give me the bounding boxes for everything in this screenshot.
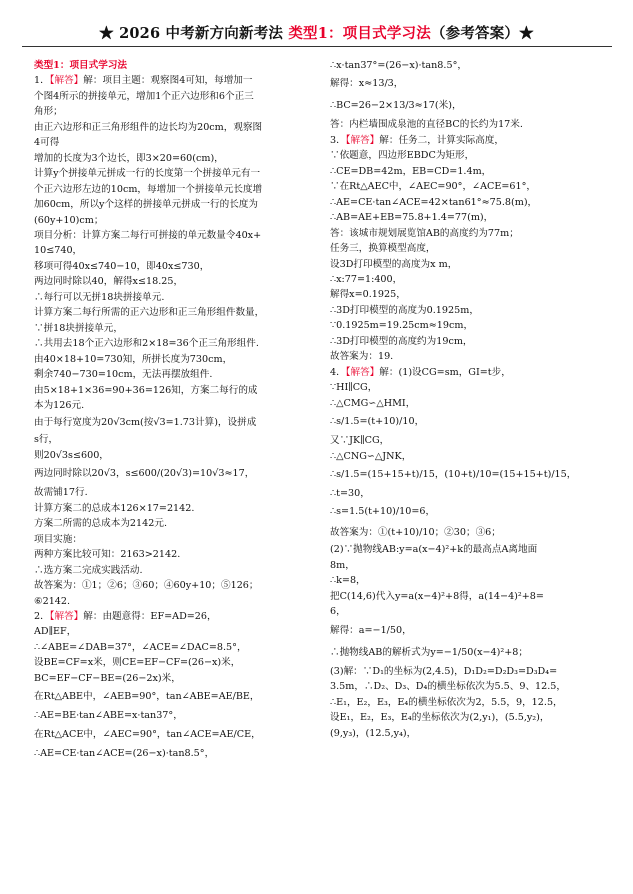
left-text-line: ∴选方案二完成实践活动. (34, 564, 143, 576)
answer-tag: 【解答】 (345, 134, 380, 146)
right-text-line: ∴AB=AE+EB=75.8+1.4=77(m)， (330, 212, 494, 224)
left-text-line: 在Rt△ACE中，∠AEC=90°，tan∠ACE=AE/CE， (34, 728, 261, 740)
left-text-line: 移项可得40x≤740−10，即40x≤730， (34, 260, 210, 272)
left-text-line: 由于每行宽度为20√3cm(按√3=1.73计算)，设拼成 (34, 417, 257, 429)
right-text-line: 4．【解答】解：(1)设CG=sm，GI=t步， (330, 366, 511, 378)
answer-tag: 【解答】 (49, 75, 84, 87)
right-text-line: 3．【解答】解：任务二，计算实际高度， (330, 134, 504, 146)
right-text-line: ∴t=30， (330, 487, 370, 499)
left-text-line: 则20√3s≤600， (34, 449, 109, 461)
right-text-line: ∴△CNG∽△JNK， (330, 450, 412, 462)
right-text-line: ∴BC=26−2×13/3≈17(米)， (330, 100, 462, 112)
right-text-line: 答：该城市规划展览馆AB的高度约为77m； (330, 227, 519, 239)
header-suffix: （参考答案）★ (430, 25, 534, 42)
left-text-line: 增加的长度为3个边长，即3×20=60(cm)， (34, 152, 224, 164)
right-column (330, 58, 608, 741)
left-text-line: 故需铺17行. (34, 487, 88, 499)
left-text-line: 在Rt△ABE中，∠AEB=90°，tan∠ABE=AE/BE， (34, 691, 260, 703)
left-text-line: 计算方案二每行所需的正六边形和正三角形组件数量， (34, 307, 265, 319)
right-text-line: ∴s/1.5=(15+15+t)/15，(10+t)/10=(15+15+t)/15， (330, 468, 577, 480)
answer-tag: 【解答】 (345, 366, 380, 378)
left-text-line: 1．【解答】解：项目主题：观察图4可知，每增加一 (34, 75, 253, 87)
right-text-line: ∴x·tan37°=(26−x)·tan8.5°， (330, 60, 467, 71)
right-text-line: (2)∵抛物线AB:y=a(x−4)²+k的最高点A离地面 (330, 544, 538, 556)
right-text-line: ∵在Rt△AEC中，∠AEC=90°，∠ACE=61°， (330, 181, 536, 193)
left-text-line: 角形； (34, 106, 63, 118)
right-text-line: 答：内栏墙围成泉池的直径BC的长约为17米. (330, 119, 523, 131)
left-text-line: 加60cm，所以y个这样的拼接单元拼成一行的长度为 (34, 199, 258, 211)
left-text-line: 个图4所示的拼接单元，增加1个正六边形和6个正三 (34, 90, 254, 102)
right-text-line: 8m， (330, 559, 355, 571)
right-text-line: ∴CE=DB=42m，EB=CD=1.4m， (330, 165, 492, 177)
right-text-line: 3.5m，∴D₂、D₃、D₄的横坐标依次为5.5、9、12.5， (330, 681, 567, 693)
left-text-line: ⑥2142. (34, 595, 71, 607)
right-text-line: ∵依题意，四边形EBDC为矩形， (330, 150, 475, 162)
header-prefix: ★ 2026 中考新方向新考法 (99, 25, 289, 42)
right-text-line: ∵0.1925m=19.25cm≈19cm， (330, 320, 474, 332)
right-text-line: 解得x=0.1925， (330, 289, 406, 301)
answer-tag: 【解答】 (49, 610, 84, 622)
left-text-line: ∴∠ABE=∠DAB=37°，∠ACE=∠DAC=8.5°， (34, 641, 247, 653)
page-header (0, 22, 633, 43)
left-text-line: 本为126元. (34, 399, 85, 411)
left-text-line: 故答案为：①1；②6；③60；④60y+10；⑤126； (34, 580, 259, 592)
left-text-line: ∴AE=CE·tan∠ACE=(26−x)·tan8.5°， (34, 747, 215, 759)
left-text-line: 设BE=CF=x米，则CE=EF−CF=(26−x)米， (34, 657, 241, 669)
right-text-line: 把C(14,6)代入y=a(x−4)²+8得，a(14−4)²+8= (330, 590, 544, 602)
left-text-line: s行， (34, 434, 59, 446)
left-text-line: ∴AE=BE·tan∠ABE=x·tan37°， (34, 710, 183, 722)
right-text-line: ∴x:77=1:400， (330, 273, 403, 285)
right-text-line: 设3D打印模型的高度为x m， (330, 258, 458, 270)
right-text-line: 6， (330, 606, 346, 618)
left-text-line: 计算方案二的总成本126×17=2142. (34, 502, 195, 514)
right-text-line: 任务三，换算模型高度， (330, 243, 436, 255)
left-text-line: 由5×18+1×36=90+36=126知，方案二每行的成 (34, 384, 258, 396)
left-text-line: ∵拼18块拼接单元， (34, 322, 123, 334)
right-text-line: ∴E₁，E₂，E₃，E₄的横坐标依次为2，5.5，9，12.5， (330, 696, 563, 708)
header-type-label: 类型1：项目式学习法 (288, 25, 431, 42)
right-text-line: ∴3D打印模型的高度为0.1925m， (330, 304, 479, 316)
left-text-line: 项目分析：计算方案二每行可拼接的单元数量令40x+ (34, 229, 262, 241)
left-text-line: ∴每行可以无拼18块拼接单元. (34, 291, 165, 303)
right-text-line: 又∵JK∥CG， (330, 435, 390, 447)
right-text-line: ∴s/1.5=(t+10)/10， (330, 416, 425, 428)
left-text-line: 计算y个拼接单元拼成一行的长度第一个拼接单元有一 (34, 168, 261, 180)
left-text-line: 4可得 (34, 137, 60, 149)
left-text-line: (60y+10)cm； (34, 214, 104, 226)
left-text-line: 由40×18+10=730知，所拼长度为730cm， (34, 353, 233, 365)
right-text-line: ∴s=1.5(t+10)/10=6， (330, 506, 436, 518)
header-divider (22, 46, 612, 47)
right-text-line: 故答案为：①(t+10)/10；②30；③6； (330, 527, 501, 539)
left-text-line: ∴共用去18个正六边形和2×18=36个正三角形组件. (34, 338, 259, 350)
left-text-line: 两边同时除以20√3，s≤600/(20√3)=10√3≈17， (34, 468, 255, 480)
left-text-line: 10≤740， (34, 245, 83, 257)
right-text-line: ∵HI∥CG， (330, 382, 378, 394)
right-text-line: 故答案为：19. (330, 351, 394, 363)
left-text-line: 项目实施： (34, 533, 82, 545)
left-column (34, 58, 311, 761)
left-text-line: 由正六边形和正三角形组件的边长均为20cm，观察图 (34, 121, 263, 133)
left-text-line: 剩余740−730=10cm，无法再摆放组件. (34, 369, 213, 381)
right-text-line: 设E₁，E₂，E₃，E₄的坐标依次为(2,y₁)，(5.5,y₂)， (330, 712, 550, 724)
right-text-line: (3)解：∵D₁的坐标为(2,4.5)，D₁D₂=D₂D₃=D₃D₄= (330, 665, 558, 677)
left-text-line: 两种方案比较可知：2163>2142. (34, 549, 181, 561)
left-text-line: 2．【解答】解：由题意得：EF=AD=26， (34, 610, 217, 622)
right-text-line: ∴k=8， (330, 575, 366, 587)
right-text-line: 解得：a=−1/50， (330, 624, 412, 636)
left-text-line: AD∥EF， (34, 626, 77, 638)
right-text-line: (9,y₃)，(12.5,y₄)， (330, 727, 417, 739)
left-text-line: 两边同时除以40，解得x≤18.25， (34, 276, 184, 288)
left-text-line: 个正六边形左边的10cm，每增加一个拼接单元长度增 (34, 183, 263, 195)
right-text-line: ∴AE=CE·tan∠ACE=42×tan61°≈75.8(m)， (330, 196, 538, 208)
right-text-line: ∴3D打印模型的高度约为19cm， (330, 335, 473, 347)
left-text-line: 类型1：项目式学习法 (34, 60, 128, 71)
right-text-line: ∴抛物线AB的解析式为y=−1/50(x−4)²+8； (330, 646, 528, 658)
right-text-line: 解得：x≈13/3， (330, 78, 404, 90)
right-text-line: ∴△CMG∽△HMI， (330, 397, 416, 409)
left-text-line: BC=EF−CF−BE=(26−2x)米， (34, 672, 181, 684)
left-text-line: 方案二所需的总成本为2142元. (34, 518, 167, 530)
